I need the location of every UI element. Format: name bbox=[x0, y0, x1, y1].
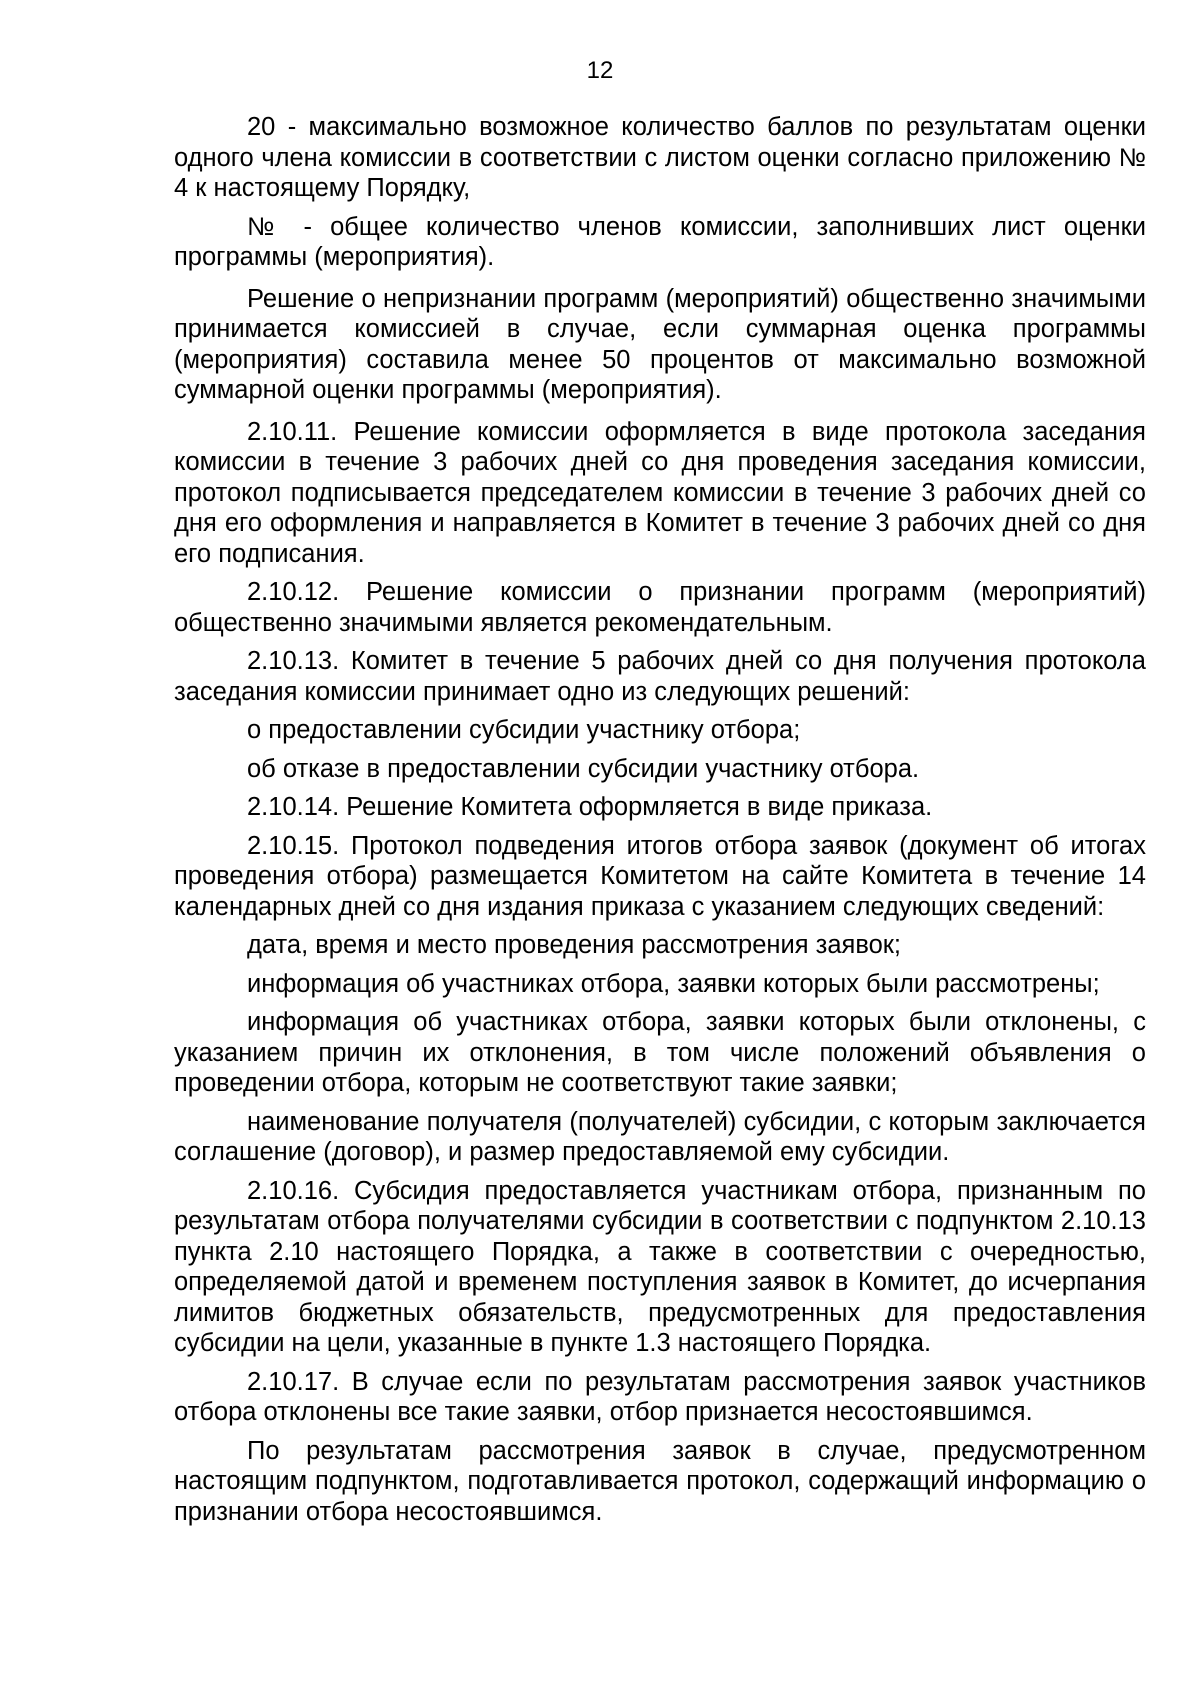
document-body bbox=[174, 112, 1146, 1535]
paragraph-decision-grant: о предоставлении субсидии участнику отбора; bbox=[247, 716, 801, 744]
paragraph-info-considered: информация об участниках отбора, заявки которых были рассмотрены; bbox=[247, 969, 1100, 998]
paragraph-2-10-14: 2.10.14. Решение Комитета оформляется в виде приказа. bbox=[247, 793, 933, 821]
page-number: 12 bbox=[586, 57, 614, 84]
paragraph-2-10-16: 2.10.16. Субсидия предоставляется участникам отбора, признанным по результатам отбора получателями субсидии в соответствии с подпунктом 2.10.13 пункта 2.10 настоящего Порядка, а также в соответствии с очередностью, определяемой датой и временем поступления заявок в Комитет, до исчерпания лимитов бюджетных обязательств, предусмотренных для предоставления субсидии на цели, указанные в пункте 1.3 настоящего Порядка. bbox=[174, 1176, 1146, 1357]
paragraph-2-10-11: 2.10.11. Решение комиссии оформляется в виде протокола заседания комиссии в течение 3 рабочих дней со дня проведения заседания комиссии, протокол подписывается председателем комиссии в течение 3 рабочих дней со дня его оформления и направляется в Комитет в течение 3 рабочих дней со дня его подписания. bbox=[174, 417, 1146, 568]
paragraph-decision-refuse: об отказе в предоставлении субсидии участнику отбора. bbox=[247, 754, 920, 783]
paragraph-info-date: дата, время и место проведения рассмотрения заявок; bbox=[247, 931, 902, 959]
paragraph-2-10-13: 2.10.13. Комитет в течение 5 рабочих дней со дня получения протокола заседания комиссии принимает одно из следующих решений: bbox=[174, 647, 1146, 706]
paragraph-info-recipient: наименование получателя (получателей) субсидии, с которым заключается соглашение (договор), и размер предоставляемой ему субсидии. bbox=[174, 1107, 1146, 1166]
paragraph-2-10-17: 2.10.17. В случае если по результатам рассмотрения заявок участников отбора отклонены все такие заявки, отбор признается несостоявшимся. bbox=[174, 1367, 1146, 1426]
paragraph-2-10-12: 2.10.12. Решение комиссии о признании программ (мероприятий) общественно значимыми является рекомендательным. bbox=[174, 578, 1146, 637]
paragraph-failed-selection: По результатам рассмотрения заявок в случае, предусмотренном настоящим подпунктом, подготавливается протокол, содержащий информацию о признании отбора несостоявшимся. bbox=[174, 1436, 1146, 1526]
paragraph-max-score: 20 - максимально возможное количество баллов по результатам оценки одного члена комиссии в соответствии с листом оценки согласно приложению № 4 к настоящему Порядку, bbox=[174, 113, 1146, 202]
paragraph-info-rejected: информация об участниках отбора, заявки которых были отклонены, с указанием причин их отклонения, в том числе положений объявления о проведении отбора, которым не соответствуют такие заявки; bbox=[174, 1008, 1146, 1097]
paragraph-members-count: № - общее количество членов комиссии, заполнивших лист оценки программы (мероприятия). bbox=[174, 212, 1146, 271]
paragraph-non-recognition: Решение о непризнании программ (мероприятий) общественно значимыми принимается комиссией в случае, если суммарная оценка программы (мероприятия) составила менее 50 процентов от максимально возможной суммарной оценки программы (мероприятия). bbox=[174, 284, 1146, 404]
paragraph-2-10-15: 2.10.15. Протокол подведения итогов отбора заявок (документ об итогах проведения отбора) размещается Комитетом на сайте Комитета в течение 14 календарных дней со дня издания приказа с указанием следующих сведений: bbox=[174, 831, 1146, 921]
